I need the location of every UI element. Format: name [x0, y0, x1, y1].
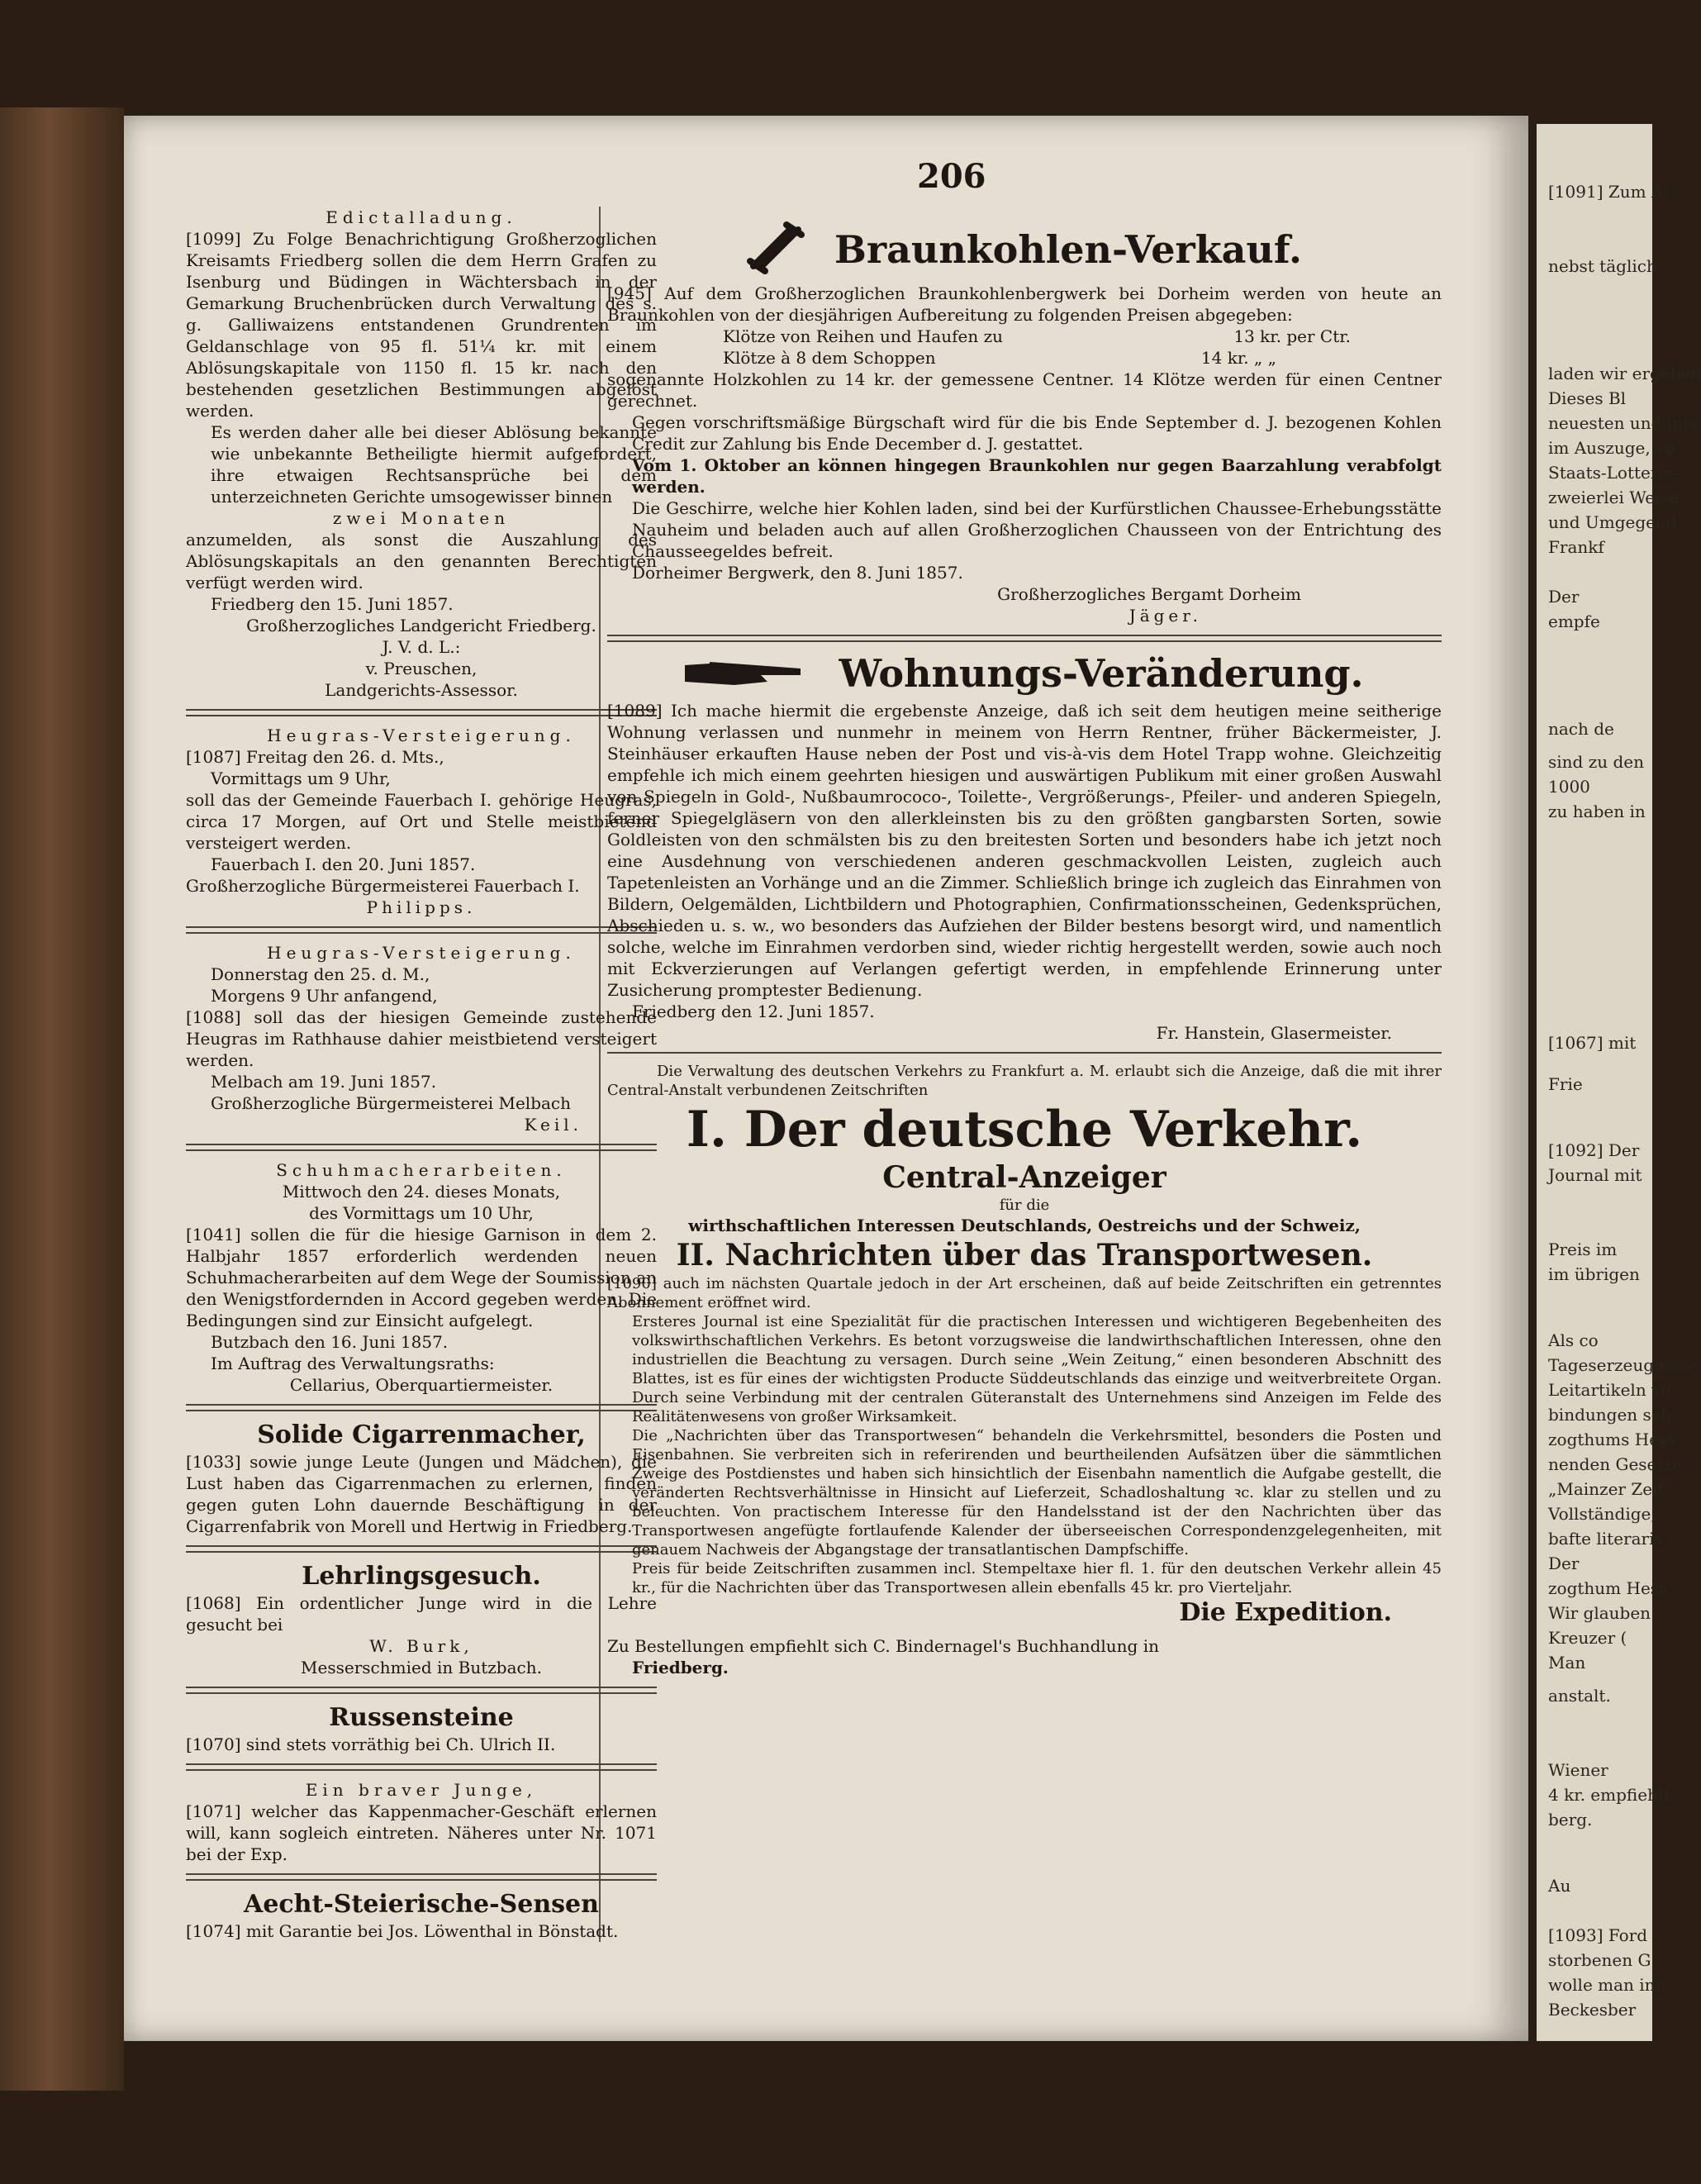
adjacent-page-text: im Auszuge, vo: [1548, 438, 1675, 458]
adjacent-page-text: Frie: [1548, 1074, 1583, 1094]
coal-name: Jäger.: [1128, 606, 1202, 626]
cigar-body: [1033] sowie junge Leute (Jungen und Mädchen), die Lust haben das Cigarrenmachen zu erlernen, finden gegen guten Lohn dauernde Beschäftigung in der Cigarrenfabrik von Morell und Hertwig in Friedberg.: [186, 1452, 657, 1536]
traffic-notice: [607, 1062, 1442, 1678]
divider: [607, 1052, 1442, 1054]
apprentice-heading: Lehrlingsgesuch.: [302, 1562, 541, 1591]
adjacent-page-text: Beckesber: [1548, 2000, 1637, 2020]
traffic-signature: Die Expedition.: [1179, 1598, 1392, 1627]
stones-heading: Russensteine: [329, 1703, 514, 1732]
hammer-pick-icon: [747, 223, 805, 283]
adjacent-page-text: Staats-Lotterie-: [1548, 463, 1680, 483]
shoemaker-notice: [186, 1159, 657, 1396]
adjacent-page-text: bindungen sch: [1548, 1405, 1671, 1425]
apprentice-notice: [186, 1561, 657, 1678]
adjacent-page-text: Kreuzer (: [1548, 1628, 1627, 1648]
auction2-date: Melbach am 19. Juni 1857.: [211, 1072, 437, 1092]
right-column: [607, 190, 1442, 1678]
adjacent-page-text: Der: [1548, 587, 1580, 607]
adjacent-page-text: neuesten und inte: [1548, 413, 1699, 433]
adjacent-page-text: im übrigen: [1548, 1264, 1640, 1284]
stones-body: [1070] sind stets vorräthig bei Ch. Ulrich II.: [186, 1734, 556, 1754]
adjacent-page-text: Wiener: [1548, 1760, 1608, 1780]
edict-date: Friedberg den 15. Juni 1857.: [211, 594, 454, 614]
adjacent-page-text: [1067] mit: [1548, 1033, 1637, 1053]
auction2-line2: Morgens 9 Uhr anfangend,: [211, 986, 438, 1006]
coal-price-item: Klötze à 8 dem Schoppen: [723, 348, 936, 368]
auction1-name: Philipps.: [366, 897, 477, 917]
cigar-notice: [186, 1420, 657, 1537]
adjacent-page-text: „Mainzer Zeit: [1548, 1479, 1665, 1499]
divider: [186, 1144, 657, 1151]
divider: [186, 1873, 657, 1881]
moving-name: Fr. Hanstein, Glasermeister.: [1156, 1023, 1392, 1043]
adjacent-page-text: Dieses Bl: [1548, 388, 1627, 408]
coal-body1: sogenannte Holzkohlen zu 14 kr. der gemessene Centner. 14 Klötze werden für einen Centner gerechnet.: [607, 369, 1442, 411]
shoemaker-date: Butzbach den 16. Juni 1857.: [211, 1332, 449, 1352]
auction2-line1: Donnerstag den 25. d. M.,: [211, 964, 430, 984]
page-number: 206: [917, 157, 986, 196]
auction2-body: [1088] soll das der hiesigen Gemeinde zustehende Heugras im Rathhause dahier meistbietend versteigert werden.: [186, 1007, 657, 1070]
adjacent-page-text: zogthum Hess: [1548, 1578, 1668, 1598]
adjacent-page-text: wolle man inn: [1548, 1975, 1666, 1995]
edict-body: [1099] Zu Folge Benachrichtigung Großherzoglichen Kreisamts Friedberg sollen die dem Herrn Grafen zu Isenburg und Büdingen in Wächtersbach in der Gemarkung Bruchenbrücken durch Verwaltung des s. g. Galliwaizens entstandenen Grundrenten im Geldanschlage von 95 fl. 51¼ kr. mit einem Ablösungskapitale von 1150 fl. 15 kr. nach den bestehenden gesetzlichen Bestimmungen abgelöst werden.: [186, 229, 657, 421]
moving-body: [1089] Ich mache hiermit die ergebenste Anzeige, daß ich seit dem heutigen meine seitherige Wohnung verlassen und nunmehr in meinem von Herrn Rentner, früher Bäckermeister, J. Steinhäuser erkauften Hause neben der Post und vis-à-vis dem Hotel Trapp wohne. Gleichzeitig empfehle ich mich einem geehrten hiesigen und auswärtigen Publikum mit einer großen Auswahl von Spiegeln in Gold-, Nußbaumrococo-, Toilette-, Vergrößerungs-, Pfeiler- und anderen Spiegeln, ferner Spiegelgläsern von den allerkleinsten bis zu den größten gangbarsten Sorten, sowie Goldleisten von den schmälsten bis zu den breitesten Sorten und besonders habe ich jetzt noch eine Ausdehnung von verschiedenen anderen geschmackvollen Leisten, zugleich auch Tapetenleisten an Vorhänge und an die Zimmer. Schließlich bringe ich zugleich das Einrahmen von Bildern, Oelgemälden, Lichtbildern und Photographien, Confirmationsscheinen, Gedenksprüchen, Abschieden u. s. w., wo besonders das Aufziehen der Bilder bestens besorgt wird, und namentlich solche, welche im Einrahmen verdorben sind, wieder richtig hergestellt werden, sowie auch noch mit Eckverzierungen auf Verlangen gefertigt werden, in empfehlende Erinnerung unter Zusicherung promptester Bedienung.: [607, 701, 1442, 1000]
shoemaker-line2: des Vormittags um 10 Uhr,: [309, 1203, 534, 1223]
coal-office: Großherzogliches Bergamt Dorheim: [997, 584, 1301, 604]
divider: [186, 1404, 657, 1411]
adjacent-page-text: Preis im: [1548, 1240, 1618, 1259]
edict-signature1: J. V. d. L.:: [382, 637, 461, 657]
adjacent-page-text: Wir glauben: [1548, 1603, 1651, 1623]
adjacent-page-text: Au: [1548, 1876, 1571, 1896]
coal-heading: Braunkohlen-Verkauf.: [834, 227, 1302, 272]
shoemaker-name: Cellarius, Oberquartiermeister.: [289, 1375, 554, 1395]
stones-notice: [186, 1702, 657, 1755]
apprentice-name: W. Burk,: [369, 1636, 473, 1656]
edict-body3: anzumelden, als sonst die Auszahlung des Ablösungskapitals an den genannten Berechtigten verfügt werden wird.: [186, 530, 657, 592]
traffic-title2: II. Nachrichten über das Transportwesen.: [676, 1238, 1373, 1273]
adjacent-page-text: zogthums Hess: [1548, 1430, 1676, 1449]
auction1-office: Großherzogliche Bürgermeisterei Fauerbach I.: [186, 876, 580, 896]
coal-price-row-1: [607, 326, 1442, 347]
coal-body2: Gegen vorschriftsmäßige Bürgschaft wird für die bis Ende September d. J. bezogenen Kohlen Credit zur Zahlung bis Ende December d. J. gestattet.: [632, 412, 1442, 454]
coal-notice: [607, 223, 1442, 626]
adjacent-page-fragment: [1537, 124, 1701, 2041]
adjacent-page-text: laden wir ergeben: [1548, 364, 1701, 383]
coal-price-item: Klötze von Reihen und Haufen zu: [723, 326, 1004, 346]
divider: [186, 1545, 657, 1553]
traffic-body3: Die „Nachrichten über das Transportwesen“ behandeln die Verkehrsmittel, besonders die Posten und Eisenbahnen. Sie verbreiten sich in referirenden und beurtheilenden Aufsätzen über die sämmtlichen Zweige des Postdienstes und haben sich hinsichtlich der Eisenbahn namentlich die Aufgabe gestellt, die veränderten Rechtsverhältnisse in Hinsicht auf Lieferzeit, Schadloshaltung ꝛc. klar zu stellen und zu beleuchten. Von practischem Interesse für den Handelsstand ist der den Nachrichten über das Transportwesen angefügte fortlaufende Kalender der überseeischen Correspondenzgelegenheiten, mit genauem Nachweis der Abgangstage der transatlantischen Dampfschiffe.: [632, 1427, 1442, 1558]
shoemaker-body: [1041] sollen die für die hiesige Garnison in dem 2. Halbjahr 1857 erforderlich werdenden neuen Schuhmacherarbeiten auf dem Wege der Soumission an den Wenigstfordernden in Accord gegeben werden. Die Bedingungen sind zur Einsicht aufgelegt.: [186, 1225, 657, 1330]
adjacent-page-text: nach de: [1548, 719, 1614, 739]
traffic-body4: Preis für beide Zeitschriften zusammen incl. Stempeltaxe hier fl. 1. für den deutschen Verkehr allein 45 kr., für die Nachrichten über das Transportwesen allein ebenfalls 45 kr. pro Vierteljahr.: [632, 1560, 1442, 1596]
auction2-office: Großherzogliche Bürgermeisterei Melbach: [211, 1093, 572, 1113]
edict-court: Großherzogliches Landgericht Friedberg.: [246, 616, 596, 635]
adjacent-page-text: Man: [1548, 1653, 1586, 1672]
adjacent-page-text: [1093] Ford: [1548, 1925, 1648, 1945]
newspaper-page: [124, 116, 1528, 2041]
adjacent-page-text: [1091] Zum Al: [1548, 182, 1669, 202]
coal-bold-line: Vom 1. Oktober an können hingegen Braunkohlen nur gegen Baarzahlung verabfolgt werden.: [632, 455, 1442, 497]
edict-signature3: Landgerichts-Assessor.: [325, 680, 518, 700]
moving-date: Friedberg den 12. Juni 1857.: [632, 1002, 875, 1021]
adjacent-page-text: Der: [1548, 1554, 1580, 1573]
adjacent-page-text: storbenen G: [1548, 1950, 1651, 1970]
scythes-heading: Aecht-Steierische-Sensen: [244, 1890, 599, 1919]
auction1-heading: Heugras-Versteigerung.: [267, 726, 576, 745]
adjacent-page-text: 4 kr. empfiehlt: [1548, 1785, 1670, 1805]
traffic-intro: Die Verwaltung des deutschen Verkehrs zu Frankfurt a. M. erlaubt sich die Anzeige, daß die mit ihrer Central-Anstalt verbundenen Zeitschriften: [607, 1063, 1442, 1099]
edict-period: zwei Monaten: [332, 508, 511, 528]
adjacent-page-text: Vollständige,: [1548, 1504, 1656, 1524]
traffic-order-city: Friedberg.: [632, 1658, 729, 1677]
adjacent-page-text: nenden Gesetze: [1548, 1454, 1682, 1474]
adjacent-page-text: zu haben in: [1548, 802, 1646, 821]
divider: [607, 635, 1442, 642]
adjacent-page-text: nebst täglich: [1548, 256, 1657, 276]
auction2-heading: Heugras-Versteigerung.: [267, 943, 576, 963]
auction1-date: Fauerbach I. den 20. Juni 1857.: [211, 854, 476, 874]
traffic-interests: wirthschaftlichen Interessen Deutschlands, Oestreichs und der Schweiz,: [688, 1216, 1361, 1235]
pointing-hand-icon: [685, 654, 809, 700]
book-binding: [0, 107, 124, 2091]
scythes-notice: [186, 1889, 657, 1942]
traffic-title1: I. Der deutsche Verkehr.: [686, 1101, 1363, 1159]
coal-price-value: 14 kr. „ „: [1200, 348, 1276, 368]
moving-heading-row: [607, 650, 1442, 700]
boy-notice: [186, 1779, 657, 1865]
auction1-line1: [1087] Freitag den 26. d. Mts.,: [186, 747, 444, 767]
traffic-body2: Ersteres Journal ist eine Spezialität für die practischen Interessen und wichtigeren Begebenheiten des volkswirthschaftlichen Verkehrs. Es betont vorzugsweise die landwirthschaftlichen Interessen, ohne den industriellen die Beachtung zu versagen. Durch seine „Wein Zeitung,“ einen besonderen Abschnitt des Blattes, ist es für eines der wichtigsten Producte Süddeutschlands das einzige und weitverbreitete Organ. Durch seine Verbindung mit der centralen Güteranstalt des Unternehmens sind Anzeigen im Felde des Realitätenwesens von großer Wirksamkeit.: [632, 1313, 1442, 1425]
edict-body2: Es werden daher alle bei dieser Ablösung bekannte wie unbekannte Betheiligte hiermit aufgefordert, ihre etwaigen Rechtsansprüche bei dem unterzeichneten Gerichte umsogewisser binnen: [211, 422, 657, 507]
adjacent-page-text: zweierlei Weise: [1548, 488, 1679, 507]
adjacent-page-text: und Umgegend: [1548, 512, 1677, 532]
traffic-body1: [1090] auch im nächsten Quartale jedoch in der Art erscheinen, daß auf beide Zeitschriften ein getrenntes Abonnement eröffnet wird.: [607, 1275, 1442, 1311]
adjacent-page-text: Leitartikeln vo: [1548, 1380, 1671, 1400]
auction-notice-1: [186, 725, 657, 918]
edict-signature2: v. Preuschen,: [365, 659, 478, 678]
adjacent-page-text: bafte literaris: [1548, 1529, 1663, 1549]
scythes-body: [1074] mit Garantie bei Jos. Löwenthal in Bönstadt.: [186, 1921, 619, 1941]
edict-notice: [186, 207, 657, 701]
auction2-name: Keil.: [524, 1115, 582, 1135]
divider: [186, 1763, 657, 1771]
adjacent-page-text: Frankf: [1548, 537, 1604, 557]
adjacent-page-text: Tageserzeugnisse: [1548, 1355, 1697, 1375]
coal-heading-row: [607, 223, 1442, 283]
coal-body3: Die Geschirre, welche hier Kohlen laden, sind bei der Kurfürstlichen Chaussee-Erhebungsstätte Nauheim und beladen auch auf allen Großherzoglichen Chausseen von der Entrichtung des Chausseegeldes befreit.: [632, 498, 1442, 561]
coal-date: Dorheimer Bergwerk, den 8. Juni 1857.: [632, 563, 963, 583]
adjacent-page-text: anstalt.: [1548, 1686, 1611, 1706]
auction-notice-2: [186, 942, 657, 1135]
left-column: [186, 207, 657, 1942]
adjacent-page-text: 1000: [1548, 777, 1590, 797]
adjacent-page-text: Als co: [1548, 1330, 1599, 1350]
boy-heading: Ein braver Junge,: [305, 1780, 538, 1800]
boy-body: [1071] welcher das Kappenmacher-Geschäft erlernen will, kann sogleich eintreten. Näheres unter Nr. 1071 bei der Exp.: [186, 1801, 657, 1864]
adjacent-page-text: empfe: [1548, 611, 1600, 631]
coal-price-row-2: [607, 347, 1442, 369]
edict-heading: Edictalladung.: [325, 207, 517, 227]
shoemaker-line1: Mittwoch den 24. dieses Monats,: [282, 1182, 561, 1201]
adjacent-page-text: berg.: [1548, 1810, 1593, 1830]
adjacent-page-text: [1092] Der: [1548, 1140, 1640, 1160]
divider: [186, 926, 657, 934]
cigar-heading: Solide Cigarrenmacher,: [257, 1420, 586, 1449]
traffic-order: Zu Bestellungen empfiehlt sich C. Bindernagel's Buchhandlung in: [607, 1636, 1159, 1656]
divider: [186, 709, 657, 716]
shoemaker-heading: Schuhmacherarbeiten.: [276, 1160, 567, 1180]
auction1-body: soll das der Gemeinde Fauerbach I. gehörige Heugras, circa 17 Morgen, auf Ort und Stelle meistbietend versteigert werden.: [186, 790, 657, 853]
moving-heading: Wohnungs-Veränderung.: [839, 651, 1364, 696]
apprentice-body: [1068] Ein ordentlicher Junge wird in die Lehre gesucht bei: [186, 1593, 657, 1634]
adjacent-page-text: Journal mit: [1548, 1165, 1642, 1185]
auction1-line2: Vormittags um 9 Uhr,: [211, 768, 391, 788]
traffic-fuer: für die: [999, 1197, 1050, 1214]
adjacent-page-text: sind zu den: [1548, 752, 1644, 772]
moving-notice: [607, 650, 1442, 1044]
apprentice-trade: Messerschmied in Butzbach.: [301, 1658, 542, 1677]
traffic-subtitle: Central-Anzeiger: [882, 1160, 1166, 1195]
shoemaker-office: Im Auftrag des Verwaltungsraths:: [211, 1354, 495, 1373]
divider: [186, 1687, 657, 1694]
coal-price-value: 13 kr. per Ctr.: [1233, 326, 1351, 346]
coal-intro: [945] Auf dem Großherzoglichen Braunkohlenbergwerk bei Dorheim werden von heute an Braunkohlen von der diesjährigen Aufbereitung zu folgenden Preisen abgegeben:: [607, 283, 1442, 325]
